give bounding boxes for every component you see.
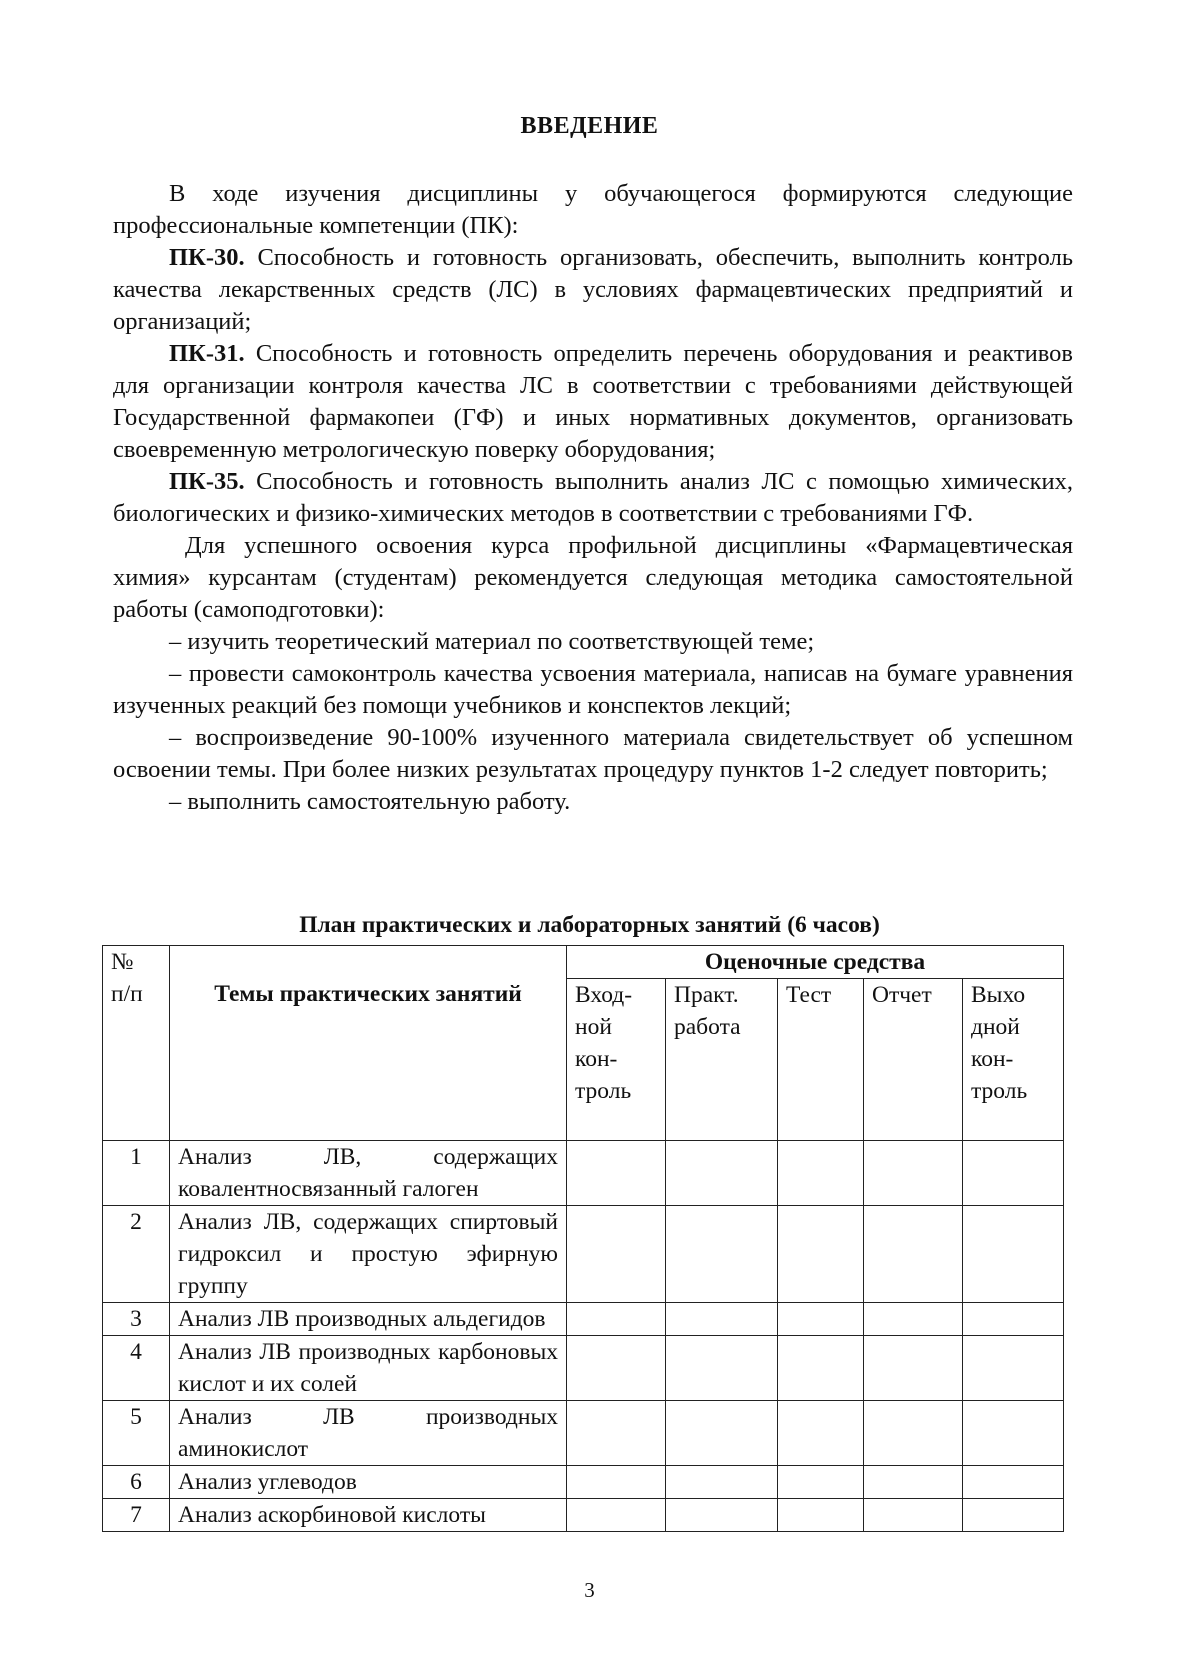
empty-cell xyxy=(778,1206,864,1303)
empty-cell xyxy=(778,1336,864,1401)
competency-text: Способность и готовность выполнить анализ ЛС с помощью химических, биологических и физико-химических методов в соответствии с требованиями ГФ. xyxy=(113,468,1074,527)
empty-cell xyxy=(666,1303,778,1336)
row-number: 4 xyxy=(103,1336,170,1401)
empty-cell xyxy=(666,1336,778,1401)
method-intro-paragraph: Для успешного освоения курса профильной дисциплины «Фармацевтическая химия» курсантам (студентам) рекомендуется следующая методика самостоятельной работы (самоподготовки): xyxy=(113,532,1073,623)
table-row xyxy=(103,1141,1064,1206)
competency-code: ПК-30. xyxy=(169,244,245,271)
empty-cell xyxy=(567,1499,666,1532)
table-title: План практических и лабораторных занятий (6 часов) xyxy=(299,912,880,938)
empty-cell xyxy=(963,1206,1064,1303)
subheader-label: Выхо дной кон-троль xyxy=(971,982,1028,1105)
empty-cell xyxy=(567,1141,666,1206)
row-number: 1 xyxy=(103,1141,170,1206)
row-number: 7 xyxy=(103,1499,170,1532)
empty-cell xyxy=(666,1401,778,1466)
subheader-entry-control xyxy=(567,979,666,1141)
subheader-label: Практ. работа xyxy=(674,982,741,1041)
empty-cell xyxy=(778,1141,864,1206)
topic-header-label: Темы практических занятий xyxy=(214,981,522,1007)
empty-cell xyxy=(864,1206,963,1303)
table-header-row xyxy=(103,946,1064,979)
empty-cell xyxy=(567,1466,666,1499)
competency-text: Способность и готовность организовать, обеспечить, выполнить контроль качества лекарственных средств (ЛС) в условиях фармацевтических предприятий и организаций; xyxy=(113,244,1073,335)
col-topic-header xyxy=(170,946,567,1141)
empty-cell xyxy=(963,1303,1064,1336)
empty-cell xyxy=(778,1499,864,1532)
table-row xyxy=(103,1466,1064,1499)
empty-cell xyxy=(567,1336,666,1401)
competency-pk35 xyxy=(113,466,1073,530)
empty-cell xyxy=(963,1336,1064,1401)
empty-cell xyxy=(963,1401,1064,1466)
empty-cell xyxy=(666,1466,778,1499)
subheader-label: Тест xyxy=(786,982,832,1009)
col-number-header xyxy=(103,946,170,1141)
body-text xyxy=(113,178,1073,818)
empty-cell xyxy=(963,1141,1064,1206)
competency-code: ПК-35. xyxy=(169,468,245,495)
lessons-plan-table xyxy=(102,945,1064,1532)
subheader-report xyxy=(864,979,963,1141)
table-row xyxy=(103,1206,1064,1303)
intro-paragraph: В ходе изучения дисциплины у обучающегося формируются следующие профессиональные компетенции (ПК): xyxy=(113,180,1073,239)
subheader-test xyxy=(778,979,864,1141)
empty-cell xyxy=(864,1303,963,1336)
method-step: – выполнить самостоятельную работу. xyxy=(169,788,571,815)
competency-pk30 xyxy=(113,242,1073,338)
row-topic: Анализ ЛВ производных альдегидов xyxy=(170,1303,567,1336)
subheader-label: Отчет xyxy=(872,982,932,1009)
row-topic: Анализ ЛВ производных аминокислот xyxy=(170,1401,567,1466)
page-heading: ВВЕДЕНИЕ xyxy=(520,113,659,139)
empty-cell xyxy=(778,1466,864,1499)
row-topic: Анализ ЛВ, содержащих спиртовый гидроксил и простую эфирную группу xyxy=(170,1206,567,1303)
row-number: 6 xyxy=(103,1466,170,1499)
table-row xyxy=(103,1303,1064,1336)
method-step: – воспроизведение 90-100% изученного материала свидетельствует об успешном освоении темы. При более низких результатах процедуру пунктов 1-2 следует повторить; xyxy=(113,724,1073,783)
competency-code: ПК-31. xyxy=(169,340,245,367)
subheader-exit-control xyxy=(963,979,1064,1141)
table-row xyxy=(103,1401,1064,1466)
row-number: 5 xyxy=(103,1401,170,1466)
row-topic: Анализ аскорбиновой кислоты xyxy=(170,1499,567,1532)
page-number: 3 xyxy=(584,1578,595,1602)
competency-pk31 xyxy=(113,338,1073,466)
empty-cell xyxy=(778,1401,864,1466)
empty-cell xyxy=(864,1499,963,1532)
row-topic: Анализ ЛВ, содержащих ковалентносвязанный галоген xyxy=(170,1141,567,1206)
row-topic: Анализ углеводов xyxy=(170,1466,567,1499)
row-number: 3 xyxy=(103,1303,170,1336)
table-row xyxy=(103,1336,1064,1401)
method-step: – провести самоконтроль качества усвоения материала, написав на бумаге уравнения изученных реакций без помощи учебников и конспектов лекций; xyxy=(113,660,1073,719)
empty-cell xyxy=(567,1303,666,1336)
subheader-practical-work xyxy=(666,979,778,1141)
empty-cell xyxy=(864,1336,963,1401)
empty-cell xyxy=(864,1141,963,1206)
empty-cell xyxy=(567,1401,666,1466)
empty-cell xyxy=(778,1303,864,1336)
competency-text: Способность и готовность определить перечень оборудования и реактивов для организации контроля качества ЛС в соответствии с требованиями действующей Государственной фармакопеи (ГФ) и иных нормативных документов, организовать своевременную метрологическую поверку оборудования; xyxy=(113,340,1074,463)
method-step: – изучить теоретический материал по соответствующей теме; xyxy=(169,628,815,655)
empty-cell xyxy=(864,1466,963,1499)
assessment-group-header: Оценочные средства xyxy=(567,946,1064,979)
empty-cell xyxy=(666,1206,778,1303)
empty-cell xyxy=(864,1401,963,1466)
table-row xyxy=(103,1499,1064,1532)
row-topic: Анализ ЛВ производных карбоновых кислот и их солей xyxy=(170,1336,567,1401)
empty-cell xyxy=(567,1206,666,1303)
number-abbrev: п/п xyxy=(111,981,143,1007)
number-sign: № xyxy=(111,949,134,975)
row-number: 2 xyxy=(103,1206,170,1303)
subheader-label: Вход-ной кон-троль xyxy=(575,982,633,1105)
empty-cell xyxy=(666,1499,778,1532)
empty-cell xyxy=(666,1141,778,1206)
empty-cell xyxy=(963,1499,1064,1532)
empty-cell xyxy=(963,1466,1064,1499)
